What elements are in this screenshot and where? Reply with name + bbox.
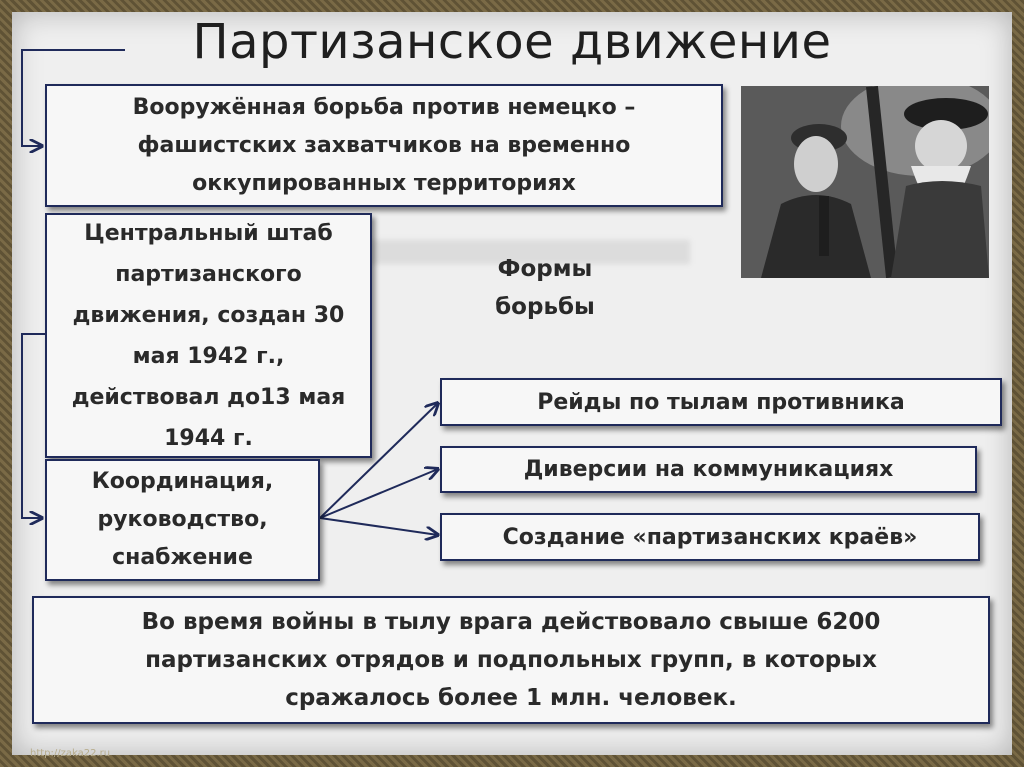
coordination-box [45, 459, 320, 581]
slide-title: Партизанское движение [192, 14, 832, 70]
coordination-text: Координация, руководство, снабжение [91, 469, 274, 570]
footer-url: http://zaka22.ru [30, 748, 111, 759]
form-item-label: Диверсии на коммуникациях [523, 457, 894, 482]
forms-label: Формы борьбы [495, 256, 595, 320]
summary-text: Во время войны в тылу врага действовало свыше 6200 партизанских отрядов и подпольных групп, в которых сражалось более 1 млн. человек. [141, 609, 881, 711]
partisans-image [741, 86, 989, 278]
form-item-sabotage [440, 446, 977, 493]
headquarters-text: Центральный штаб партизанского движения, создан 30 мая 1942 г., действовал до13 мая 1944 г. [71, 220, 346, 451]
form-item-partisan-regions [440, 513, 980, 561]
summary-box [32, 596, 990, 724]
definition-text: Вооружённая борьба против немецко – фашистских захватчиков на временно оккупированных территориях [132, 94, 636, 196]
form-item-raids [440, 378, 1002, 426]
definition-box [45, 84, 723, 207]
form-item-label: Создание «партизанских краёв» [502, 524, 918, 550]
partisans-photo [741, 86, 989, 278]
headquarters-box [45, 213, 372, 458]
form-item-label: Рейды по тылам противника [537, 389, 905, 415]
